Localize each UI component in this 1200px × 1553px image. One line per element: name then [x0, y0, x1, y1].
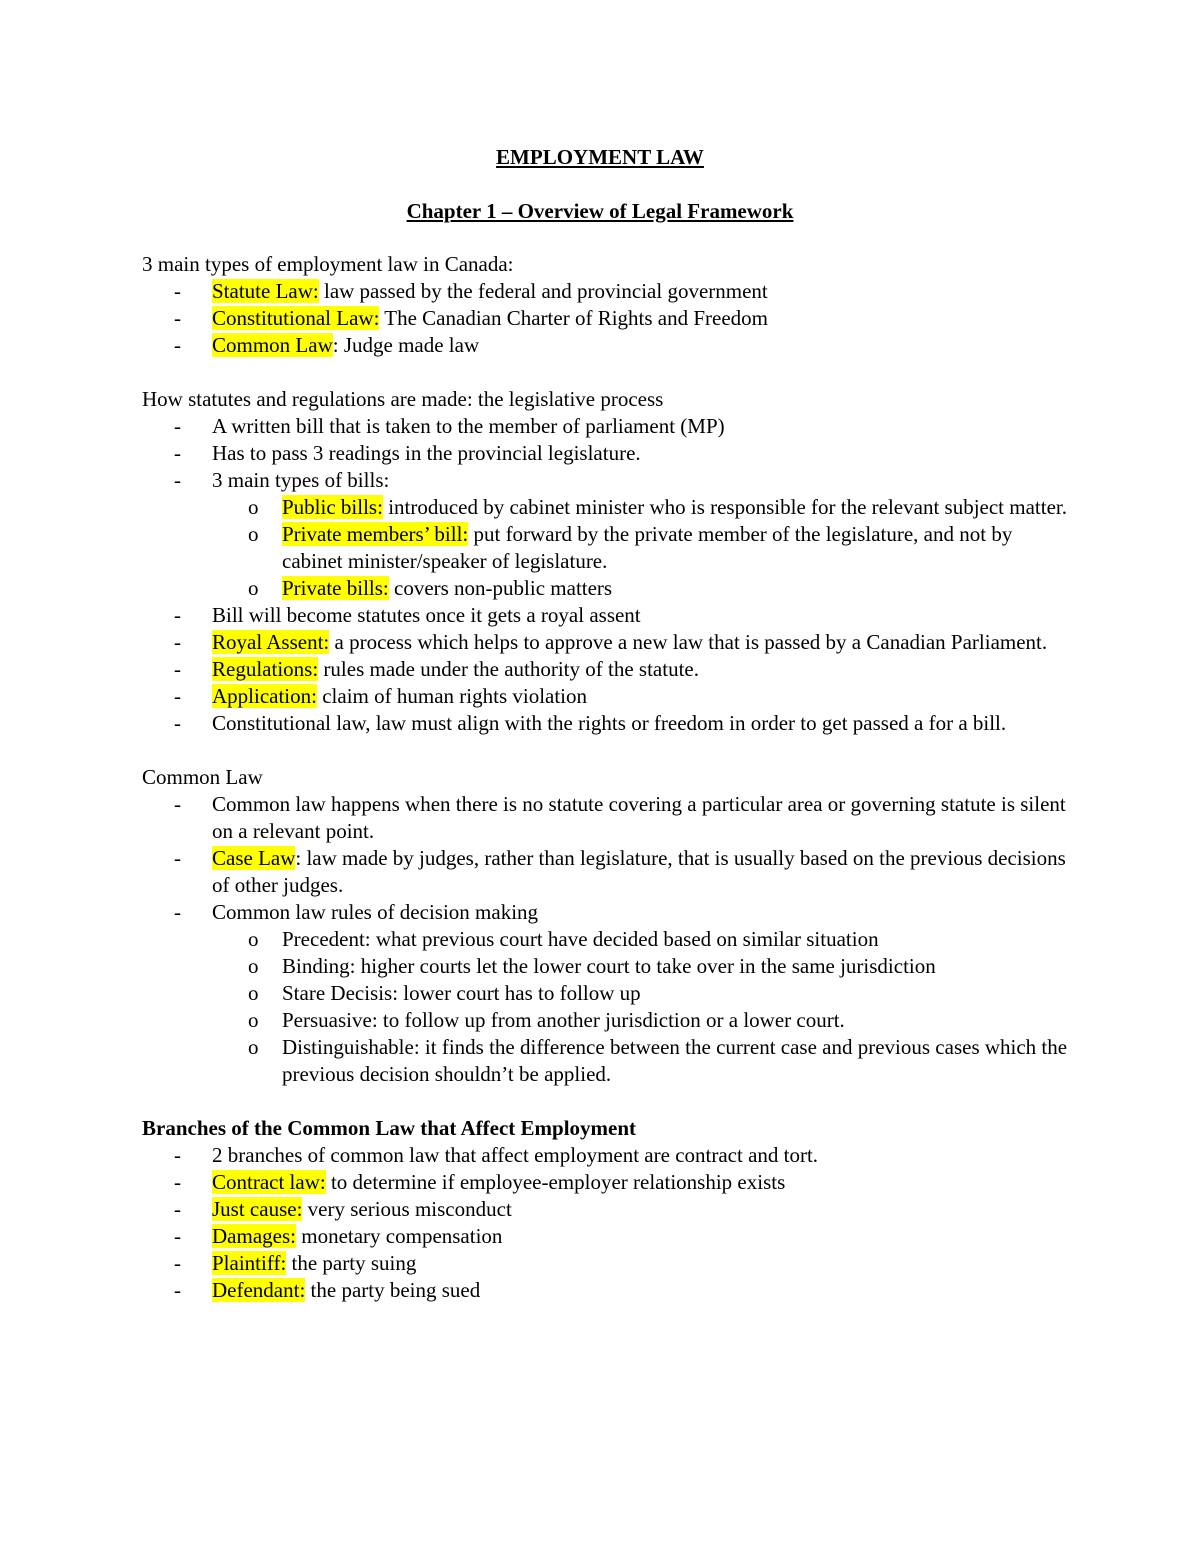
- list-item: [142, 602, 1072, 629]
- highlighted-term: Damages:: [212, 1224, 296, 1248]
- highlighted-term: Case Law: [212, 846, 296, 870]
- dash-bullet: -: [174, 1251, 181, 1275]
- sub-list-item: [142, 494, 1072, 521]
- dash-bullet: -: [174, 792, 181, 816]
- document-body: [142, 251, 1072, 1304]
- list-item: [142, 1277, 1072, 1304]
- highlighted-term: Just cause:: [212, 1197, 303, 1221]
- item-text: Stare Decisis: lower court has to follow up: [282, 981, 641, 1005]
- item-text: the party suing: [286, 1251, 417, 1275]
- list-item: [142, 899, 1072, 926]
- section-heading: Branches of the Common Law that Affect Employment: [142, 1116, 637, 1140]
- sub-list-item: [142, 980, 1072, 1007]
- highlighted-term: Contract law:: [212, 1170, 326, 1194]
- item-text: Distinguishable: it finds the difference between the current case and previous cases which the previous decision shouldn’t be applied.: [282, 1035, 1068, 1086]
- item-text: Persuasive: to follow up from another jurisdiction or a lower court.: [282, 1008, 845, 1032]
- highlighted-term: Public bills:: [282, 495, 383, 519]
- highlighted-term: Defendant:: [212, 1278, 306, 1302]
- item-text: Common law happens when there is no statute covering a particular area or governing statute is silent on a relevant point.: [212, 792, 1066, 843]
- list-item: [142, 845, 1072, 899]
- section-heading: 3 main types of employment law in Canada:: [142, 252, 514, 276]
- item-text: covers non-public matters: [388, 576, 613, 600]
- list-item: [142, 332, 1072, 359]
- circle-bullet: o: [248, 495, 259, 519]
- item-text: : Judge made law: [332, 333, 480, 357]
- highlighted-term: Constitutional Law:: [212, 306, 380, 330]
- item-text: 2 branches of common law that affect employment are contract and tort.: [212, 1143, 819, 1167]
- highlighted-term: Regulations:: [212, 657, 319, 681]
- chapter-heading: Chapter 1 – Overview of Legal Framework: [406, 199, 794, 223]
- section-heading: How statutes and regulations are made: the legislative process: [142, 387, 664, 411]
- list-item: [142, 656, 1072, 683]
- sub-list-item: [142, 926, 1072, 953]
- highlighted-term: Common Law: [212, 333, 333, 357]
- item-text: Common law rules of decision making: [212, 900, 539, 924]
- dash-bullet: -: [174, 414, 181, 438]
- item-text: introduced by cabinet minister who is responsible for the relevant subject matter.: [382, 495, 1067, 519]
- item-text: rules made under the authority of the statute.: [318, 657, 699, 681]
- list-item: [142, 278, 1072, 305]
- sub-list-item: [142, 953, 1072, 980]
- circle-bullet: o: [248, 522, 259, 546]
- list-item: [142, 440, 1072, 467]
- dash-bullet: -: [174, 1170, 181, 1194]
- item-text: law passed by the federal and provincial government: [318, 279, 768, 303]
- list-item: [142, 629, 1072, 656]
- dash-bullet: -: [174, 711, 181, 735]
- sub-list-item: [142, 521, 1072, 575]
- section-heading: Common Law: [142, 765, 263, 789]
- dash-bullet: -: [174, 468, 181, 492]
- item-text: Binding: higher courts let the lower court to take over in the same jurisdiction: [282, 954, 936, 978]
- dash-bullet: -: [174, 684, 181, 708]
- dash-bullet: -: [174, 603, 181, 627]
- item-text: 3 main types of bills:: [212, 468, 390, 492]
- item-text: Bill will become statutes once it gets a royal assent: [212, 603, 641, 627]
- item-text: : law made by judges, rather than legislature, that is usually based on the previous decisions of other judges.: [212, 846, 1066, 897]
- highlighted-term: Private members’ bill:: [282, 522, 469, 546]
- circle-bullet: o: [248, 1008, 259, 1032]
- dash-bullet: -: [174, 657, 181, 681]
- item-text: the party being sued: [305, 1278, 481, 1302]
- item-text: claim of human rights violation: [316, 684, 588, 708]
- highlighted-term: Royal Assent:: [212, 630, 330, 654]
- highlighted-term: Statute Law:: [212, 279, 319, 303]
- highlighted-term: Private bills:: [282, 576, 389, 600]
- list-item: [142, 1196, 1072, 1223]
- list-item: [142, 710, 1072, 737]
- item-text: very serious misconduct: [302, 1197, 512, 1221]
- circle-bullet: o: [248, 927, 259, 951]
- item-text: a process which helps to approve a new law that is passed by a Canadian Parliament.: [329, 630, 1048, 654]
- spacer: [142, 359, 1072, 386]
- sub-list-item: [142, 575, 1072, 602]
- item-text: The Canadian Charter of Rights and Freedom: [379, 306, 769, 330]
- dash-bullet: -: [174, 846, 181, 870]
- dash-bullet: -: [174, 1197, 181, 1221]
- list-item: [142, 683, 1072, 710]
- list-item: [142, 1223, 1072, 1250]
- spacer: [142, 737, 1072, 764]
- dash-bullet: -: [174, 1278, 181, 1302]
- item-text: A written bill that is taken to the member of parliament (MP): [212, 414, 725, 438]
- item-text: to determine if employee-employer relationship exists: [325, 1170, 786, 1194]
- list-item: [142, 467, 1072, 494]
- circle-bullet: o: [248, 981, 259, 1005]
- spacer: [142, 1088, 1072, 1115]
- circle-bullet: o: [248, 1035, 259, 1059]
- dash-bullet: -: [174, 1143, 181, 1167]
- list-item: [142, 1169, 1072, 1196]
- item-text: Precedent: what previous court have decided based on similar situation: [282, 927, 879, 951]
- dash-bullet: -: [174, 306, 181, 330]
- list-item: [142, 791, 1072, 845]
- circle-bullet: o: [248, 576, 259, 600]
- dash-bullet: -: [174, 1224, 181, 1248]
- sub-list-item: [142, 1034, 1072, 1088]
- highlighted-term: Plaintiff:: [212, 1251, 287, 1275]
- list-item: [142, 1250, 1072, 1277]
- document-title: EMPLOYMENT LAW: [496, 145, 704, 169]
- dash-bullet: -: [174, 441, 181, 465]
- dash-bullet: -: [174, 279, 181, 303]
- sub-list-item: [142, 1007, 1072, 1034]
- list-item: [142, 305, 1072, 332]
- circle-bullet: o: [248, 954, 259, 978]
- item-text: Constitutional law, law must align with the rights or freedom in order to get passed a for a bill.: [212, 711, 1007, 735]
- item-text: put forward by the private member of the legislature, and not by cabinet minister/speaker of legislature.: [282, 522, 1013, 573]
- dash-bullet: -: [174, 900, 181, 924]
- item-text: monetary compensation: [295, 1224, 503, 1248]
- dash-bullet: -: [174, 333, 181, 357]
- list-item: [142, 1142, 1072, 1169]
- item-text: Has to pass 3 readings in the provincial legislature.: [212, 441, 641, 465]
- dash-bullet: -: [174, 630, 181, 654]
- highlighted-term: Application:: [212, 684, 317, 708]
- list-item: [142, 413, 1072, 440]
